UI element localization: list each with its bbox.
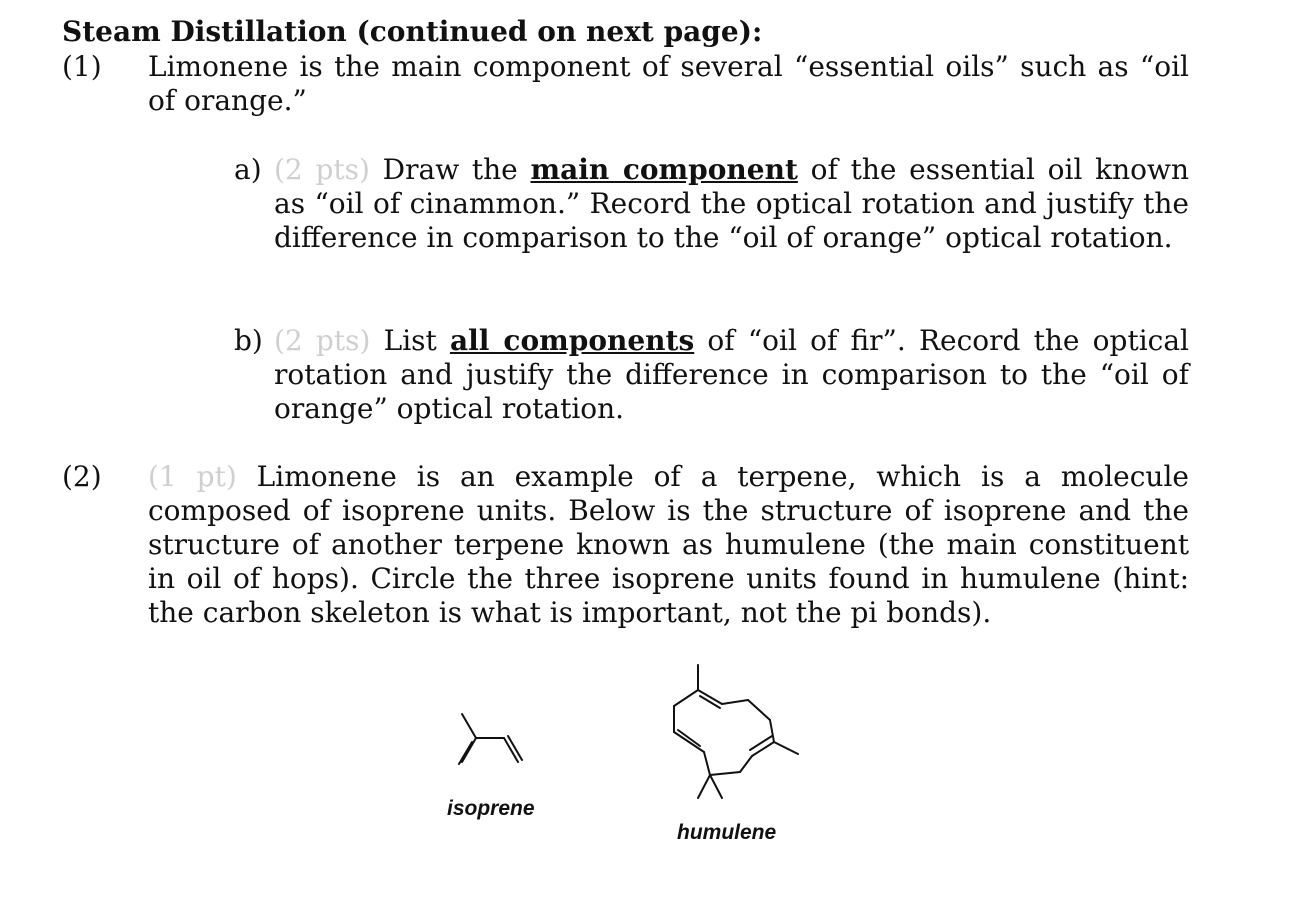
part-a-post: of the essential oil known as “oil of cinammon.” Record the optical rotation and justify the difference in comparison to the “oil of orange” optical rotation. [274, 153, 1189, 254]
part-b-text [274, 324, 1189, 426]
part-b-emphasis: all components [449, 324, 695, 357]
part-b-post: of “oil of fir”. Record the optical rotation and justify the difference in comparison to the “oil of orange” optical rotation. [274, 324, 1190, 425]
question-2-body: Limonene is an example of a terpene, which is a molecule composed of isoprene units. Below is the structure of isoprene and the structure of another terpene known as humulene (the main constituent in oil of hops). Circle the three isoprene units found in humulene (hint: the carbon skeleton is what is important, not the pi bonds). [148, 460, 1189, 629]
part-b-label: b) [234, 324, 263, 357]
part-b-pre: List [383, 324, 437, 357]
isoprene-bond-double-inner [459, 742, 472, 764]
isoprene-label: isoprene [447, 797, 535, 820]
part-a-emphasis: main component [530, 153, 798, 186]
isoprene-bond-methyl [462, 714, 476, 738]
isoprene-bond-double-outer [462, 738, 476, 762]
part-a-pre: Draw the [382, 153, 518, 186]
part-a-text [274, 153, 1189, 255]
isoprene-structure [440, 700, 540, 780]
part-a-points: (2 pts) [274, 153, 370, 186]
part-b-points: (2 pts) [274, 324, 371, 357]
humulene-label: humulene [677, 821, 777, 844]
question-2-text [148, 460, 1189, 630]
part-a-label: a) [234, 153, 262, 186]
page-title: Steam Distillation (continued on next page): [62, 15, 763, 48]
question-2-points: (1 pt) [148, 460, 237, 493]
question-2-number: (2) [62, 460, 102, 493]
question-1-number: (1) [62, 50, 102, 83]
humulene-structure [660, 660, 810, 805]
question-1-text: Limonene is the main component of several “essential oils” such as “oil of orange.” [148, 50, 1189, 117]
